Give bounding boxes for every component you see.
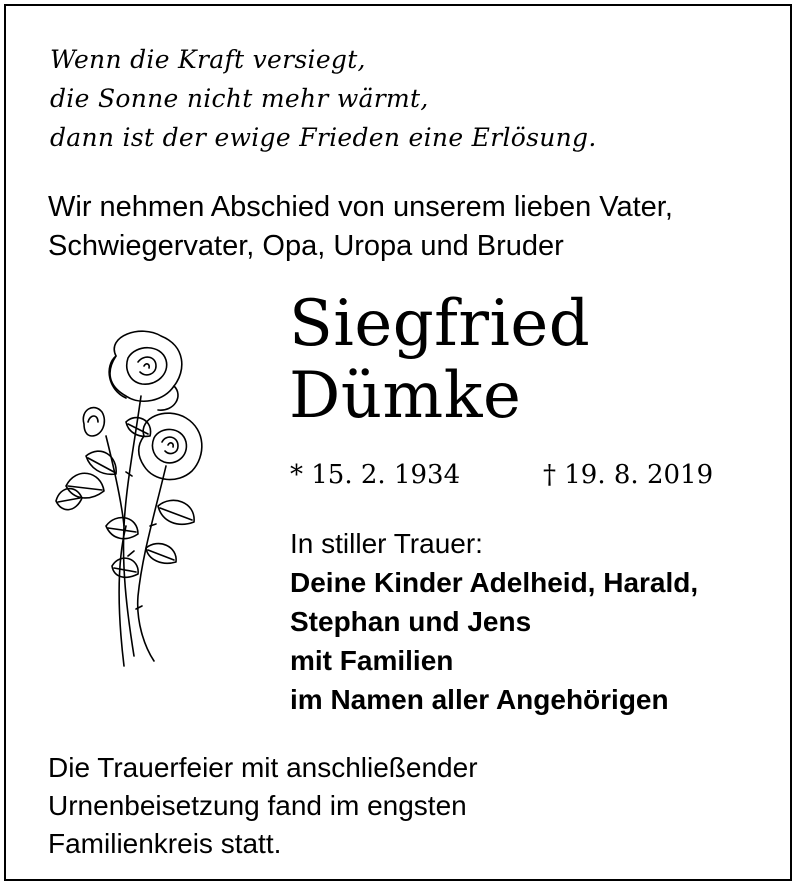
mourner-line: Stephan und Jens — [290, 606, 532, 637]
intro-line: Wir nehmen Abschied von unserem lieben Vater, — [48, 191, 673, 223]
mourning-heading: In stiller Trauer: — [290, 528, 483, 559]
mourner-line: mit Familien — [290, 645, 454, 676]
poem-line: die Sonne nicht mehr wärmt, — [50, 84, 429, 113]
mourners-block — [290, 524, 698, 719]
last-name: Dümke — [289, 359, 522, 433]
death-date: † 19. 8. 2019 — [543, 460, 714, 490]
birth-date: * 15. 2. 1934 — [290, 460, 461, 490]
poem-line: Wenn die Kraft versiegt, — [50, 45, 366, 74]
farewell-intro — [48, 188, 673, 266]
poem-line: dann ist der ewige Frieden eine Erlösung. — [50, 123, 597, 152]
ceremony-line: Die Trauerfeier mit anschließender — [48, 752, 478, 783]
ceremony-note — [48, 749, 478, 863]
first-name: Siegfried — [289, 287, 591, 361]
deceased-name — [289, 288, 590, 432]
ceremony-line: Urnenbeisetzung fand im engsten — [48, 790, 467, 821]
obituary-notice — [4, 4, 792, 881]
mourner-line: Deine Kinder Adelheid, Harald, — [290, 567, 699, 598]
ceremony-line: Familienkreis statt. — [48, 828, 282, 859]
rose-drawing-icon — [46, 326, 226, 676]
intro-line: Schwiegervater, Opa, Uropa und Bruder — [48, 230, 564, 262]
mourner-line: im Namen aller Angehörigen — [290, 684, 669, 715]
poem — [50, 40, 597, 157]
